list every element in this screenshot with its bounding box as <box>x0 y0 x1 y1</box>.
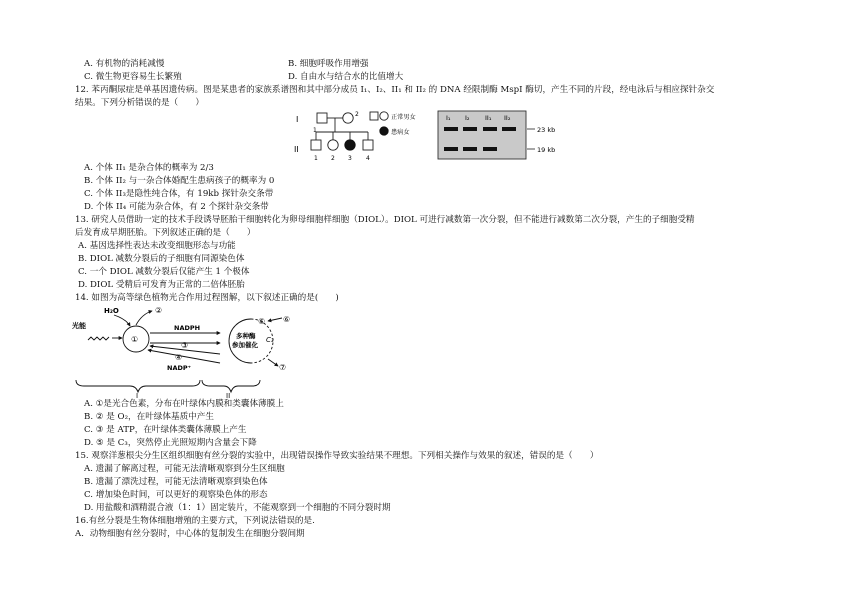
nadp-label: NADP⁺ <box>167 364 192 372</box>
gel-lane-label-i1: I₁ <box>446 114 451 122</box>
gel-band-ii1-23kb <box>483 127 497 131</box>
label-3: ③ <box>181 341 189 350</box>
gel-lane-label-ii2: II₂ <box>504 114 511 122</box>
q14-option-a: A. ①是光合色素，分布在叶绿体内膜和类囊体薄膜上 <box>84 399 284 409</box>
pedigree-ii4-male <box>363 140 373 150</box>
gel-marker-19kb: 19 kb <box>537 146 556 154</box>
gel-band-i1-19kb <box>444 147 458 151</box>
q16-stem: 16.有丝分裂是生物体细胞增殖的主要方式，下列说法错误的是. <box>75 516 315 526</box>
pedigree-ii2-number: 2 <box>331 155 335 162</box>
part-ii-label: II <box>226 392 231 400</box>
electrophoresis-gel <box>437 110 563 162</box>
pedigree-ii1-number: 1 <box>314 155 318 162</box>
gel-marker-23kb: 23 kb <box>537 126 556 134</box>
legend-normal-male-symbol <box>370 112 378 120</box>
brace-part-ii <box>202 380 260 392</box>
light-wave-icon <box>88 337 109 340</box>
q15-option-b: B. 遗漏了漂洗过程，可能无法清晰观察到染色体 <box>84 477 268 487</box>
nadph-label: NADPH <box>174 324 201 332</box>
legend-normal-female-symbol <box>380 112 388 120</box>
gel-background <box>438 111 526 159</box>
gel-lane-label-ii1: II₁ <box>485 114 492 122</box>
q14-stem: 14. 如图为高等绿色植物光合作用过程图解，以下叙述正确的是( ) <box>75 293 339 303</box>
q16-option-a: A．动物细胞有丝分裂时，中心体的复制发生在细胞分裂间期 <box>75 529 305 539</box>
light-energy-label: 光能 <box>72 322 86 330</box>
enzyme-label-line2: 参加催化 <box>232 341 258 349</box>
q11-option-c: C. 微生物更容易生长繁殖 <box>84 72 182 82</box>
q11-option-b: B. 细胞呼吸作用增强 <box>288 59 369 69</box>
q14-option-b: B. ② 是 O₂，在叶绿体基质中产生 <box>84 412 214 422</box>
generation-label-i: I <box>296 115 299 124</box>
brace-part-i <box>76 380 200 392</box>
q12-option-d: D. 个体 II₄ 可能为杂合体，有 2 个探针杂交条带 <box>84 202 269 212</box>
pedigree-i2-number: 2 <box>355 111 359 118</box>
q12-stem-line2: 结果。下列分析错误的是（ ） <box>75 98 204 108</box>
q11-option-d: D. 自由水与结合水的比值增大 <box>288 72 404 82</box>
gel-band-ii1-19kb <box>483 147 497 151</box>
q14-option-d: D. ⑤ 是 C₃，突然停止光照短期内含量会下降 <box>84 438 257 448</box>
q13-stem-line2: 后发育成早期胚胎。下列叙述正确的是（ ） <box>75 228 256 238</box>
q15-option-a: A. 遗漏了解离过程，可能无法清晰观察到分生区细胞 <box>84 464 285 474</box>
label-2: ② <box>155 306 163 315</box>
q13-option-a: A. 基因选择性表达未改变细胞形态与功能 <box>78 241 236 251</box>
pedigree-ii3-affected-female <box>345 140 355 150</box>
gel-lane-label-i2: I₂ <box>465 114 470 122</box>
legend-normal-label: 正常男女 <box>391 114 416 121</box>
c3-label: C₃ <box>266 336 274 344</box>
label-7: ⑦ <box>279 363 287 372</box>
q12-stem-line1: 12. 苯丙酮尿症是单基因遗传病。图是某患者的家族系谱图和其中部分成员 I₁、I₂、II₁ 和 II₂ 的 DNA 经限制酶 MspI 酶切，产生不同的片段，经电泳后与相应探针杂交 <box>75 85 715 95</box>
q12-option-a: A. 个体 II₁ 是杂合体的概率为 2/3 <box>84 163 214 173</box>
pedigree-ii3-number: 3 <box>348 155 352 162</box>
h2o-label: H₂O <box>104 307 119 315</box>
q15-option-c: C. 增加染色时间，可以更好的观察染色体的形态 <box>84 490 268 500</box>
label-6: ⑥ <box>283 315 291 324</box>
legend-affected-female-symbol <box>380 127 388 135</box>
q13-option-d: D. DIOL 受精后可发育为正常的二倍体胚胎 <box>78 280 245 290</box>
q14-option-c: C. ③ 是 ATP，在叶绿体类囊体薄膜上产生 <box>84 425 247 435</box>
pedigree-i1-number: 1 <box>313 127 317 134</box>
q15-stem: 15. 观察洋葱根尖分生区组织细胞有丝分裂的实验中，出现错误操作导致实验结果不理想。下列相关操作与效果的叙述，错误的是（ ） <box>75 451 599 461</box>
pedigree-i1-male <box>317 113 327 123</box>
label-4: ④ <box>175 353 183 362</box>
label-5: ⑤ <box>258 317 266 326</box>
q15-option-d: D. 用盐酸和酒精混合液（1：1）固定装片，不能观察到一个细胞的不同分裂时期 <box>84 503 391 513</box>
label-1: ① <box>131 335 139 344</box>
generation-label-ii: II <box>294 145 299 154</box>
q12-option-b: B. 个体 II₂ 与一杂合体婚配生患病孩子的概率为 0 <box>84 176 275 186</box>
q13-option-c: C. 一个 DIOL 减数分裂后仅能产生 1 个极体 <box>78 267 250 277</box>
legend-affected-label: 患病女 <box>391 129 410 136</box>
gel-band-ii2-23kb <box>502 127 516 131</box>
photosynthesis-diagram <box>70 302 300 400</box>
gel-band-i1-23kb <box>444 127 458 131</box>
q13-option-b: B. DIOL 减数分裂后的子细胞有同源染色体 <box>78 254 245 264</box>
enzyme-label-line1: 多种酶 <box>236 332 256 340</box>
gel-band-i2-23kb <box>463 127 477 131</box>
gel-band-i2-19kb <box>463 147 477 151</box>
q13-stem-line1: 13. 研究人员借助一定的技术手段诱导胚胎干细胞转化为卵母细胞样细胞（DIOL）。DIOL 可进行减数第一次分裂，但不能进行减数第二次分裂，产生的子细胞受精 <box>75 215 695 225</box>
pedigree-ii4-number: 4 <box>366 155 370 162</box>
pedigree-ii2-female <box>328 140 338 150</box>
q11-option-a: A. 有机物的消耗减慢 <box>84 59 165 69</box>
pedigree-legend <box>368 110 434 138</box>
pedigree-ii1-male <box>311 140 321 150</box>
q12-option-c: C. 个体 II₃是隐性纯合体，有 19kb 探针杂交条带 <box>84 189 274 199</box>
part-i-label: I <box>136 392 139 400</box>
pedigree-i2-female <box>343 113 353 123</box>
